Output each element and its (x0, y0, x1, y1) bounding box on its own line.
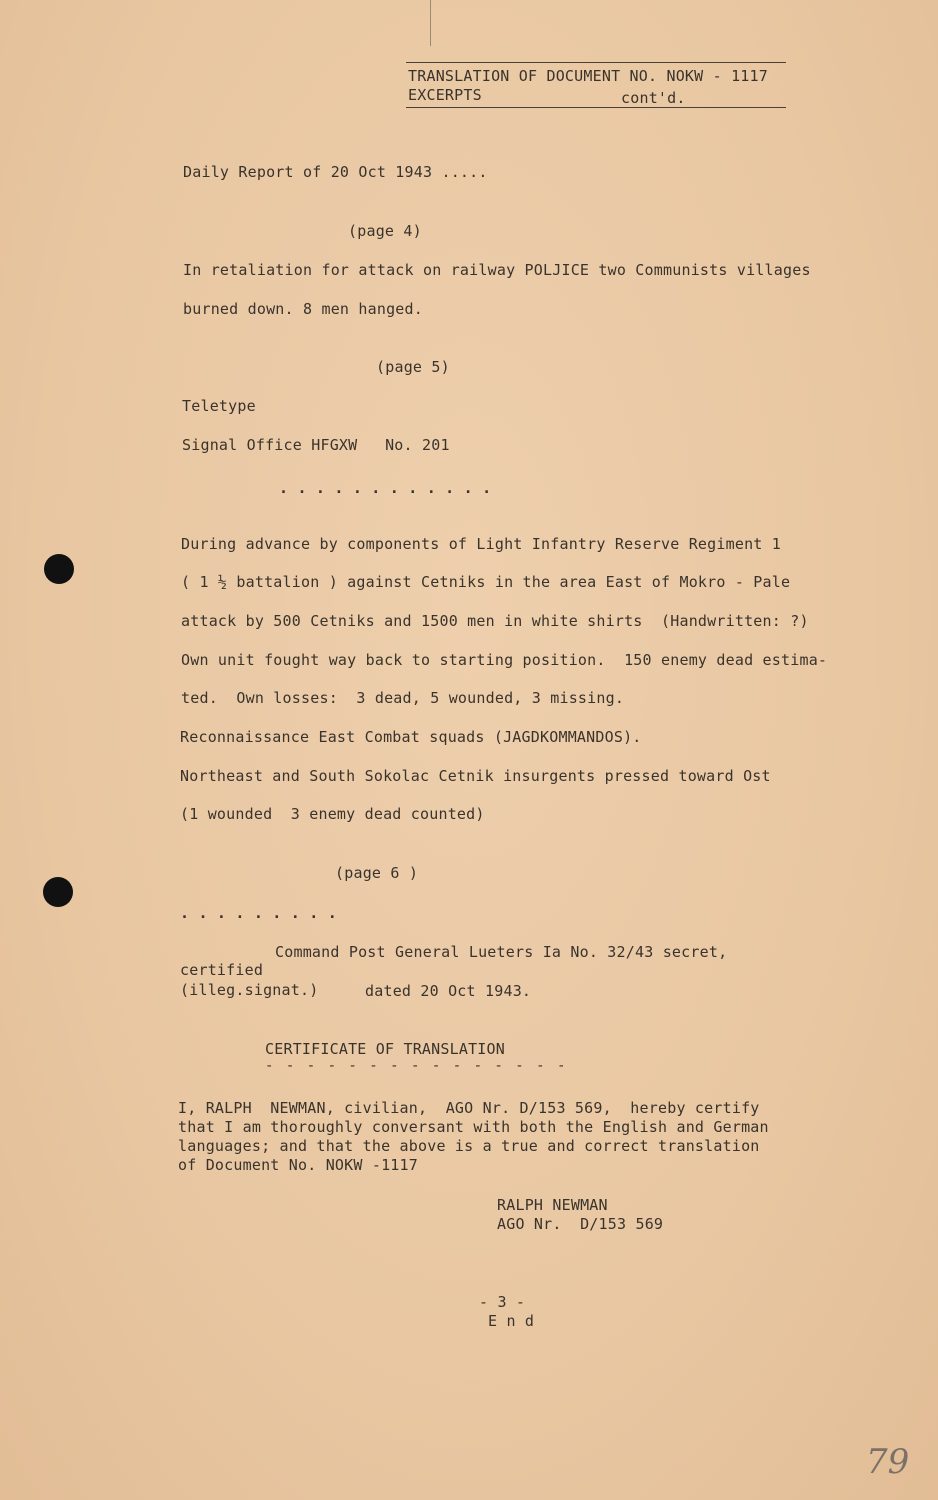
advance-line-5: ted. Own losses: 3 dead, 5 wounded, 3 missing. (181, 689, 625, 707)
teletype-line: Teletype (182, 397, 256, 415)
dotted-separator-1: . . . . . . . . . . . . (279, 479, 492, 497)
header-top-rule (406, 62, 786, 63)
certificate-line-4: of Document No. NOKW -1117 (178, 1156, 418, 1174)
signature-ago: AGO Nr. D/153 569 (497, 1215, 664, 1233)
retaliation-line-1: In retaliation for attack on railway POLJICE two Communists villages (183, 261, 811, 279)
reconnaissance-line: Reconnaissance East Combat squads (JAGDKOMMANDOS). (180, 728, 642, 746)
certificate-line-2: that I am thoroughly conversant with both the English and German (178, 1118, 769, 1136)
advance-line-2: ( 1 ½ battalion ) against Cetniks in the area East of Mokro - Pale (181, 573, 791, 591)
paper-mark (430, 0, 431, 46)
page-4-label: (page 4) (348, 222, 422, 240)
wounded-line: (1 wounded 3 enemy dead counted) (180, 805, 485, 823)
page-6-label: (page 6 ) (335, 864, 419, 882)
header-excerpts: EXCERPTS (408, 86, 482, 104)
command-post-line: Command Post General Lueters Ia No. 32/43 secret, (275, 943, 728, 961)
certificate-title-underline: - - - - - - - - - - - - - - - (265, 1058, 568, 1074)
daily-report-line: Daily Report of 20 Oct 1943 ..... (183, 163, 488, 181)
punch-hole-lower (43, 877, 73, 907)
advance-line-3: attack by 500 Cetniks and 1500 men in white shirts (Handwritten: ?) (181, 612, 809, 630)
handwritten-page-number: 79 (866, 1442, 910, 1482)
illegible-signature: (illeg.signat.) (180, 981, 319, 999)
header-bottom-rule (406, 107, 786, 108)
certified-label: certified (180, 961, 264, 979)
signature-name: RALPH NEWMAN (497, 1196, 608, 1214)
dotted-separator-2: . . . . . . . . . (180, 904, 337, 922)
advance-line-4: Own unit fought way back to starting position. 150 enemy dead estima- (181, 651, 828, 669)
punch-hole-upper (44, 554, 74, 584)
page-number: - 3 - (479, 1293, 526, 1311)
header-title: TRANSLATION OF DOCUMENT NO. NOKW - 1117 (408, 67, 768, 85)
page-5-label: (page 5) (376, 358, 450, 376)
retaliation-line-2: burned down. 8 men hanged. (183, 300, 423, 318)
signal-office-line: Signal Office HFGXW No. 201 (182, 436, 450, 454)
certificate-title: CERTIFICATE OF TRANSLATION (265, 1040, 505, 1058)
end-marker: E n d (488, 1312, 535, 1330)
certificate-line-3: languages; and that the above is a true and correct translation (178, 1137, 760, 1155)
northeast-line: Northeast and South Sokolac Cetnik insurgents pressed toward Ost (180, 767, 771, 785)
header-contd: cont'd. (621, 89, 686, 107)
certificate-line-1: I, RALPH NEWMAN, civilian, AGO Nr. D/153 569, hereby certify (178, 1099, 760, 1117)
advance-line-1: During advance by components of Light Infantry Reserve Regiment 1 (181, 535, 781, 553)
dated-line: dated 20 Oct 1943. (365, 982, 532, 1000)
